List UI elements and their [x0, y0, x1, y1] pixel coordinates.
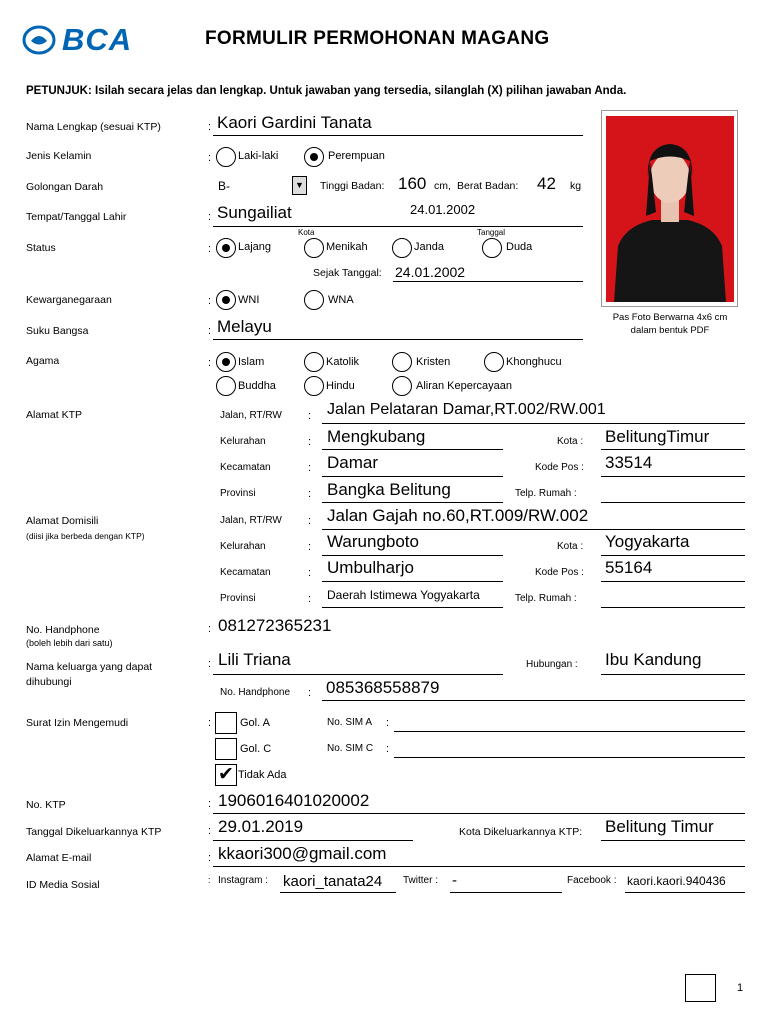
bca-logo	[22, 24, 137, 58]
value-kota-ktp[interactable]: Belitung Timur	[605, 817, 714, 836]
checkbox-tidak-ada[interactable]: ✔	[215, 764, 237, 786]
label-email: Alamat E-mail	[26, 852, 92, 864]
label-alamat-ktp: Alamat KTP	[26, 409, 83, 421]
value-keluarga[interactable]: Lili Triana	[218, 650, 291, 669]
photo-frame	[601, 110, 738, 307]
ktp-kodepos[interactable]: 33514	[605, 453, 653, 472]
value-email[interactable]: kkaori300@gmail.com	[218, 844, 387, 863]
page-box	[685, 974, 716, 1002]
value-instagram[interactable]: kaori_tanata24	[283, 873, 383, 890]
brand-text: BCA	[62, 22, 133, 57]
value-tinggi[interactable]: 160	[398, 174, 427, 193]
ktp-kota[interactable]: BelitungTimur	[605, 427, 710, 446]
label-agama: Agama	[26, 355, 60, 367]
ktp-telp-field[interactable]	[601, 502, 745, 503]
label-tempat: Tempat/Tanggal Lahir	[26, 211, 127, 223]
value-hubungan[interactable]: Ibu Kandung	[605, 650, 702, 669]
checkbox-gol-a[interactable]	[215, 712, 237, 734]
label-tinggi: Tinggi Badan:	[320, 180, 385, 192]
value-tanggal-lahir[interactable]: 24.01.2002	[410, 202, 476, 217]
value-sejak[interactable]: 24.01.2002	[395, 264, 466, 280]
dom-kelurahan[interactable]: Warungboto	[327, 532, 419, 551]
value-nama[interactable]: Kaori Gardini Tanata	[217, 113, 372, 132]
label-nama: Nama Lengkap (sesuai KTP)	[26, 121, 161, 133]
instruction: PETUNJUK: Isilah secara jelas dan lengkap. Untuk jawaban yang tersedia, silanglah (X) pilihan jawaban Anda.	[26, 85, 627, 97]
photo-caption: Pas Foto Berwarna 4x6 cm dalam bentuk PDF	[612, 312, 728, 336]
radio-aliran[interactable]	[392, 376, 412, 396]
page-number: 1	[737, 982, 744, 994]
label-alamat-domisili: Alamat Domisili	[26, 515, 99, 527]
ktp-jalan[interactable]: Jalan Pelataran Damar,RT.002/RW.001	[327, 401, 606, 418]
value-handphone[interactable]: 081272365231	[218, 616, 332, 635]
label-golongan: Golongan Darah	[26, 181, 104, 193]
radio-wni[interactable]	[216, 290, 236, 310]
radio-lajang[interactable]	[216, 238, 236, 258]
dropdown-arrow-icon[interactable]: ▼	[292, 176, 307, 195]
value-golongan[interactable]: B-	[218, 179, 230, 193]
label-status: Status	[26, 242, 56, 254]
label-ktp: No. KTP	[26, 799, 66, 811]
label-tgl-ktp: Tanggal Dikeluarkannya KTP	[26, 826, 162, 838]
radio-laki[interactable]	[216, 147, 236, 167]
label-berat: Berat Badan:	[457, 180, 519, 192]
label-sim: Surat Izin Mengemudi	[26, 717, 129, 729]
dom-provinsi[interactable]: Daerah Istimewa Yogyakarta	[327, 588, 480, 602]
page-title: FORMULIR PERMOHONAN MAGANG	[205, 28, 550, 49]
applicant-photo	[606, 116, 734, 302]
label-handphone: No. Handphone	[26, 624, 100, 636]
label-kewarganegaraan: Kewarganegaraan	[26, 294, 112, 306]
ktp-kelurahan[interactable]: Mengkubang	[327, 427, 426, 446]
person-silhouette-icon	[606, 116, 734, 302]
value-ktp[interactable]: 1906016401020002	[218, 791, 370, 810]
checkbox-gol-c[interactable]	[215, 738, 237, 760]
dom-kecamatan[interactable]: Umbulharjo	[327, 558, 414, 577]
label-sejak: Sejak Tanggal:	[313, 267, 382, 279]
value-facebook[interactable]: kaori.kaori.940436	[627, 874, 726, 888]
radio-katolik[interactable]	[304, 352, 324, 372]
dom-telp-field[interactable]	[601, 607, 745, 608]
radio-hindu[interactable]	[304, 376, 324, 396]
value-berat[interactable]: 42	[537, 174, 556, 193]
value-suku[interactable]: Melayu	[217, 317, 272, 336]
sim-c-field[interactable]	[394, 757, 745, 758]
label-keluarga: Nama keluarga yang dapat	[26, 661, 153, 673]
radio-perempuan[interactable]	[304, 147, 324, 167]
radio-buddha[interactable]	[216, 376, 236, 396]
value-twitter[interactable]: -	[452, 872, 457, 889]
label-jenis-kelamin: Jenis Kelamin	[26, 150, 92, 162]
label-suku: Suku Bangsa	[26, 325, 89, 337]
sim-a-field[interactable]	[394, 731, 745, 732]
ktp-kecamatan[interactable]: Damar	[327, 453, 379, 472]
value-keluarga-hp[interactable]: 085368558879	[326, 678, 440, 697]
radio-wna[interactable]	[304, 290, 324, 310]
option-laki: Laki-laki	[238, 150, 279, 162]
value-tgl-ktp[interactable]: 29.01.2019	[218, 817, 304, 836]
radio-menikah[interactable]	[304, 238, 324, 258]
option-perempuan: Perempuan	[328, 150, 385, 162]
dom-kodepos[interactable]: 55164	[605, 558, 653, 577]
radio-khonghucu[interactable]	[484, 352, 504, 372]
label-medsos: ID Media Sosial	[26, 879, 100, 891]
value-tempat[interactable]: Sungailiat	[217, 203, 292, 222]
ktp-provinsi[interactable]: Bangka Belitung	[327, 480, 451, 499]
radio-duda[interactable]	[482, 238, 502, 258]
radio-kristen[interactable]	[392, 352, 412, 372]
dom-kota[interactable]: Yogyakarta	[605, 532, 690, 551]
radio-janda[interactable]	[392, 238, 412, 258]
dom-jalan[interactable]: Jalan Gajah no.60,RT.009/RW.002	[327, 506, 589, 525]
radio-islam[interactable]	[216, 352, 236, 372]
